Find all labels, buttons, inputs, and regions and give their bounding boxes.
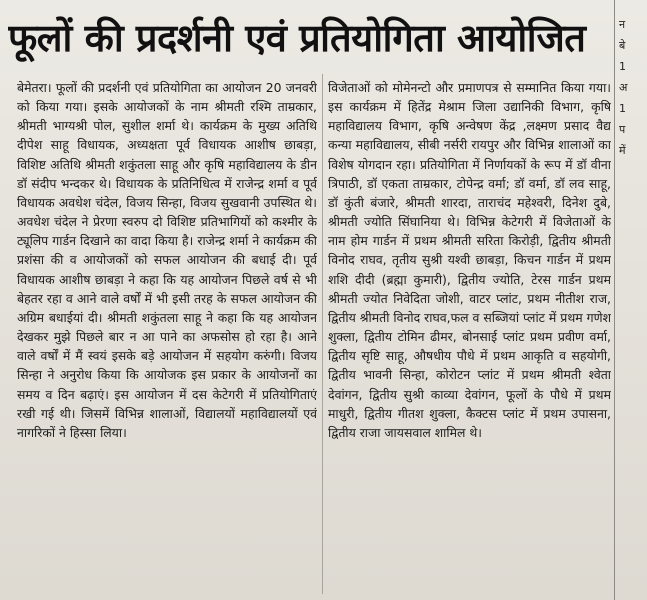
adjacent-article-strip — [614, 0, 647, 600]
adjacent-line: अ — [619, 81, 628, 94]
adjacent-line: 1 — [619, 102, 626, 115]
adjacent-line: में — [619, 144, 626, 157]
article-headline: फूलों की प्रदर्शनी एवं प्रतियोगिता आयोजित — [8, 16, 586, 60]
column-divider — [322, 74, 323, 594]
adjacent-line: न — [619, 18, 626, 31]
right-column-text: विजेताओं को मोमेनन्टो और प्रमाणपत्र से सम्मानित किया गया। इस कार्यक्रम में हितेंद्र मेश्राम जिला उद्यानिकी विभाग, कृषि महाविद्यालय विभाग, कृषि अन्वेषण केंद्र ,लक्ष्मण प्रसाद वैद्य कन्या महाविद्यालय, सीबी नर्सरी रायपुर और विभिन्न शालाओं का विशेष योगदान रहा। प्रतियोगिता में निर्णायकों के रूप में डॉ वीना त्रिपाठी, डॉ एकता ताम्रकार, टोपेन्द्र वर्मा; डॉ वर्मा, डॉ लव साहू, डॉ कुंती बंजारे, श्रीमती शारदा, ताराचंद महेश्वरी, दिनेश दुबे, श्रीमती ज्योति सिंघानिया थे। विभिन्न केटेगरी में विजेताओं के नाम होम गार्डन में प्रथम श्रीमती सरिता किरोड़ी, द्वितीय श्रीमती विनोद राघव, तृतीय सुश्री यश्वी छाबड़ा, किचन गार्डन में प्रथम शशि दीदी (ब्रह्मा कुमारी), द्वितीय ज्योति, टेरस गार्डन प्रथम श्रीमती ज्योत निवेदिता जोशी, वाटर प्लांट, प्रथम नीतीश राज, द्वितीय श्रीमती विनोद राघव,फल व सब्जियां प्लांट में प्रथम गणेश शुक्ला, द्वितीय टोमिन ढीमर, बोनसाई प्लांट प्रथम प्रवीण वर्मा, द्वितीय सृष्टि साहू, औषधीय पौधे में प्रथम आकृति व सहयोगी, द्वितीय भावनी सिन्हा, कोरोटन प्लांट में प्रथम श्रीमती श्वेता देवांगन, द्वितीय सुश्री काव्या देवांगन, फूलों के पौधे में प्रथम माधुरी, द्वितीय गीतश शुक्ला, कैक्टस प्लांट में प्रथम उपासना, द्वितीय राजा जायसवाल शामिल थे। — [328, 80, 611, 440]
article-column-right — [328, 78, 611, 596]
article-column-left — [17, 78, 317, 596]
adjacent-line: प — [619, 123, 626, 136]
adjacent-line: 1 — [619, 60, 626, 73]
adjacent-line: बे — [619, 39, 626, 52]
left-column-text: बेमेतरा। फूलों की प्रदर्शनी एवं प्रतियोगिता का आयोजन 20 जनवरी को किया गया। इसके आयोजकों के नाम श्रीमती रश्मि ताम्रकार, श्रीमती भाग्यश्री पोल, सुशील शर्मा थे। कार्यक्रम के मुख्य अतिथि दीपेश साहू विधायक, अध्यक्षता पूर्व विधायक आशीष छाबड़ा, विशिष्ट अतिथि श्रीमती शकुंतला साहू और कृषि महाविद्यालय के डीन डॉ संदीप भन्दकर थे। विधायक के प्रतिनिधित्व में राजेन्द्र शर्मा व पूर्व विधायक अवधेश चंदेल, विजय सिन्हा, विजय सुखवानी उपस्थित थे। अवधेश चंदेल ने प्रेरणा स्वरुप दो विशिष्ट प्रतिभागियों को कश्मीर के ट्यूलिप गार्डन दिखाने का वादा किया है। राजेन्द्र शर्मा ने कार्यक्रम की प्रशंसा की व आयोजकों को सफल आयोजन की बधाई दी। पूर्व विधायक आशीष छाबड़ा ने कहा कि यह आयोजन पिछले वर्ष से भी बेहतर रहा व आने वाले वर्षों में भी इसी तरह के सफल आयोजन की अग्रिम बधाईयां दी। श्रीमती शकुंतला साहू ने कहा कि यह आयोजन देखकर मुझे पिछले बार न आ पाने का अफसोस हो रहा है। आने वाले वर्षों में मैं स्वयं इसके बड़े आयोजन में सहयोग करुंगी। विजय सिन्हा ने अनुरोध किया कि आयोजक इस प्रकार के आयोजनों का समय व दिन बढ़ाएं। इस आयोजन में दस केटेगरी में प्रतियोगिताएं रखी गई थी। जिसमें विभिन्न शालाओं, विद्यालयों महाविद्यालयों एवं नागरिकों ने हिस्सा लिया। — [17, 80, 317, 440]
